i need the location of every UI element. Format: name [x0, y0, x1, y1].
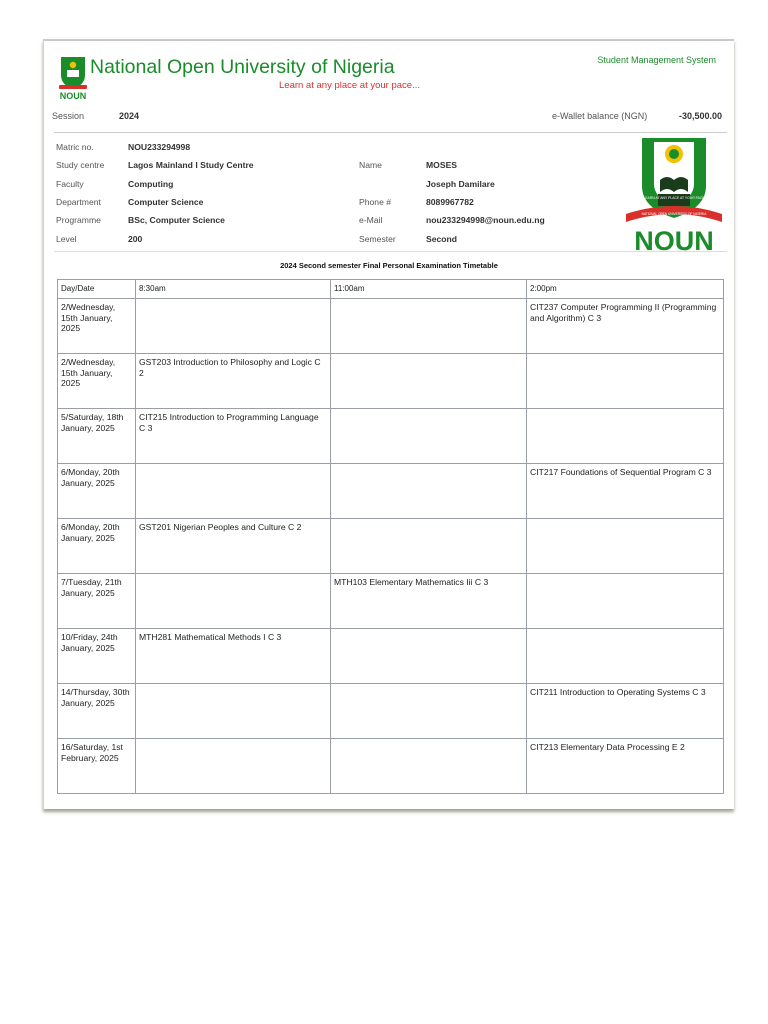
exam-slot-830: [136, 464, 331, 519]
timetable-title: 2024 Second semester Final Personal Examination Timetable: [280, 261, 498, 270]
session-row: [52, 109, 727, 127]
student-other-names: Joseph Damilare: [426, 179, 495, 189]
exam-date: 2/Wednesday, 15th January, 2025: [58, 354, 136, 409]
system-name: Student Management System: [597, 55, 716, 65]
matric-label: Matric no.: [56, 142, 94, 152]
table-row: [58, 299, 724, 354]
divider: [54, 132, 727, 133]
exam-slot-1100: [331, 409, 527, 464]
exam-slot-1400: [527, 629, 724, 684]
exam-slot-830: GST203 Introduction to Philosophy and Logic C 2: [136, 354, 331, 409]
email-label: e-Mail: [359, 215, 383, 225]
exam-slot-830: CIT215 Introduction to Programming Language C 3: [136, 409, 331, 464]
exam-slot-1100: [331, 684, 527, 739]
exam-date: 6/Monday, 20th January, 2025: [58, 519, 136, 574]
exam-slot-1400: CIT237 Computer Programming II (Programming and Algorithm) C 3: [527, 299, 724, 354]
exam-date: 6/Monday, 20th January, 2025: [58, 464, 136, 519]
table-row: [58, 574, 724, 629]
exam-slot-1400: CIT213 Elementary Data Processing E 2: [527, 739, 724, 794]
svg-text:NOUN: NOUN: [59, 91, 87, 101]
department-label: Department: [56, 197, 101, 207]
exam-slot-830: [136, 684, 331, 739]
table-row: [58, 464, 724, 519]
semester-label: Semester: [359, 234, 396, 244]
noun-crest-logo-icon: [624, 136, 724, 254]
exam-date: 7/Tuesday, 21th January, 2025: [58, 574, 136, 629]
faculty-label: Faculty: [56, 179, 84, 189]
exam-slot-830: MTH281 Mathematical Methods I C 3: [136, 629, 331, 684]
svg-text:NOUN: NOUN: [634, 226, 714, 254]
study-centre: Lagos Mainland I Study Centre: [128, 160, 254, 170]
exam-date: 10/Friday, 24th January, 2025: [58, 629, 136, 684]
exam-slot-1100: [331, 299, 527, 354]
department: Computer Science: [128, 197, 204, 207]
session-value: 2024: [119, 111, 140, 121]
exam-slot-1100: [331, 629, 527, 684]
wallet-label: e-Wallet balance (NGN): [552, 111, 648, 121]
exam-slot-1100: MTH103 Elementary Mathematics Iii C 3: [331, 574, 527, 629]
programme-label: Programme: [56, 215, 101, 225]
exam-slot-1100: [331, 519, 527, 574]
programme: BSc, Computer Science: [128, 215, 225, 225]
university-name: National Open University of Nigeria: [90, 56, 395, 78]
email: nou233294998@noun.edu.ng: [426, 215, 545, 225]
table-row: [58, 739, 724, 794]
exam-date: 16/Saturday, 1st February, 2025: [58, 739, 136, 794]
exam-date: 2/Wednesday, 15th January, 2025: [58, 299, 136, 354]
exam-slot-830: [136, 574, 331, 629]
level: 200: [128, 234, 143, 244]
table-row: [58, 629, 724, 684]
level-label: Level: [56, 234, 77, 244]
student-surname: MOSES: [426, 160, 458, 170]
table-header-row: [58, 280, 724, 299]
exam-slot-1400: [527, 409, 724, 464]
column-header: 11:00am: [331, 280, 527, 299]
exam-slot-1400: [527, 574, 724, 629]
divider: [54, 251, 727, 252]
semester: Second: [426, 234, 458, 244]
exam-slot-830: [136, 299, 331, 354]
exam-slot-1400: CIT217 Foundations of Sequential Program C 3: [527, 464, 724, 519]
university-motto: Learn at any place at your pace...: [279, 80, 421, 91]
exam-slot-1400: CIT211 Introduction to Operating Systems C 3: [527, 684, 724, 739]
exam-slot-1100: [331, 354, 527, 409]
wallet-balance: -30,500.00: [679, 111, 723, 121]
column-header: Day/Date: [58, 280, 136, 299]
exam-slot-1400: [527, 354, 724, 409]
exam-slot-830: [136, 739, 331, 794]
exam-slot-1100: [331, 739, 527, 794]
matric-number: NOU233294998: [128, 142, 191, 152]
noun-small-logo-icon: [56, 55, 90, 101]
table-row: [58, 354, 724, 409]
phone-number: 8089967782: [426, 197, 474, 207]
svg-text:LEARN AT ANY PLACE AT YOUR PAC: LEARN AT ANY PLACE AT YOUR PACE: [643, 196, 705, 200]
table-row: [58, 519, 724, 574]
timetable-sheet: [43, 39, 734, 809]
exam-date: 14/Thursday, 30th January, 2025: [58, 684, 136, 739]
session-label: Session: [52, 111, 85, 121]
exam-slot-830: GST201 Nigerian Peoples and Culture C 2: [136, 519, 331, 574]
exam-date: 5/Saturday, 18th January, 2025: [58, 409, 136, 464]
column-header: 8:30am: [136, 280, 331, 299]
table-row: [58, 684, 724, 739]
svg-text:NATIONAL OPEN UNIVERSITY OF NI: NATIONAL OPEN UNIVERSITY OF NIGERIA: [641, 212, 707, 216]
table-row: [58, 409, 724, 464]
column-header: 2:00pm: [527, 280, 724, 299]
phone-label: Phone #: [359, 197, 392, 207]
study-centre-label: Study centre: [56, 160, 105, 170]
name-label: Name: [359, 160, 382, 170]
faculty: Computing: [128, 179, 174, 189]
exam-timetable: [57, 279, 724, 794]
exam-slot-1400: [527, 519, 724, 574]
exam-slot-1100: [331, 464, 527, 519]
